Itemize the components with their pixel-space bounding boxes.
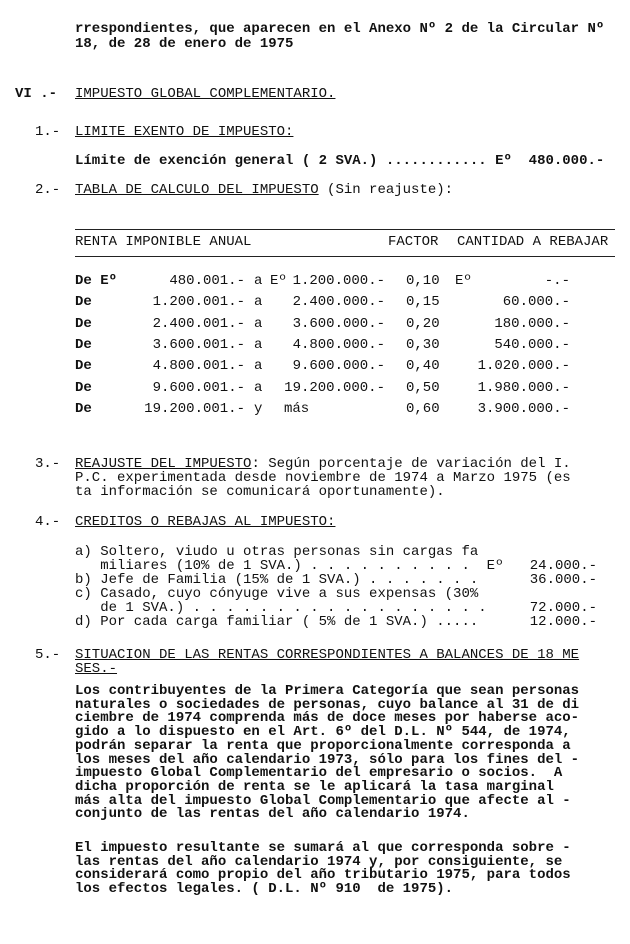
row-factor: 0,50 bbox=[406, 379, 440, 396]
row-sep: a bbox=[254, 379, 263, 396]
table-rule bbox=[75, 256, 615, 257]
row-factor: 0,60 bbox=[406, 400, 440, 417]
item-title: SES.- bbox=[75, 661, 118, 677]
item3-line: ta información se comunicará oportunamente). bbox=[75, 484, 445, 500]
paragraph-line: podrán separar la renta que proporcionalmente corresponda a bbox=[75, 737, 571, 754]
row-to: 1.200.000.- bbox=[292, 273, 385, 289]
row-sep: a bbox=[254, 315, 263, 332]
row-de: De bbox=[75, 379, 92, 396]
row-sep: a bbox=[254, 294, 263, 311]
row-factor: 0,40 bbox=[406, 358, 440, 375]
row-from: 19.200.001.- bbox=[144, 400, 245, 417]
table-header: RENTA IMPONIBLE ANUAL bbox=[75, 234, 252, 250]
item-title-line bbox=[75, 184, 453, 197]
row-to: más bbox=[284, 400, 310, 417]
paragraph-line: más alta del impuesto Global Complementario que afecte al - bbox=[75, 792, 571, 809]
credit-line: miliares (10% de 1 SVA.) . . . . . . . . . . Eº bbox=[75, 558, 504, 574]
paragraph-line: los efectos legales. ( D.L. Nº 910 de 1975). bbox=[75, 881, 454, 898]
paragraph-line: naturales o sociedades de personas, cuyo balance al 31 de di bbox=[75, 696, 580, 713]
table-rule bbox=[75, 229, 615, 230]
paragraph-line: las rentas del año calendario 1974 y, por consiguiente, se bbox=[75, 853, 563, 870]
row-sep: a bbox=[254, 336, 263, 353]
row-factor: 0,15 bbox=[406, 294, 440, 311]
row-factor: 0,20 bbox=[406, 315, 440, 332]
credit-amount: 72.000.- bbox=[529, 600, 597, 616]
row-amount: -.- bbox=[544, 273, 570, 289]
credit-line: a) Soltero, viudo u otras personas sin cargas fa bbox=[75, 544, 479, 560]
item-title-suffix: (Sin reajuste): bbox=[318, 182, 454, 198]
row-currency: Eº bbox=[270, 273, 287, 289]
item-number: 2.- bbox=[35, 182, 61, 198]
credit-line: de 1 SVA.) . . . . . . . . . . . . . . . . . . bbox=[75, 600, 487, 616]
paragraph-line: ciembre de 1974 comprenda más de doce meses por haberse aco- bbox=[75, 710, 580, 727]
row-sep: a bbox=[254, 358, 263, 375]
row-to: 2.400.000.- bbox=[292, 294, 385, 311]
paragraph-line: los meses del año calendario 1973, sólo para los fines del - bbox=[75, 751, 580, 768]
row-sep: y bbox=[254, 400, 263, 417]
row-from: 9.600.001.- bbox=[152, 379, 245, 396]
credit-line: c) Casado, cuyo cónyuge vive a sus expensas (30% bbox=[75, 586, 479, 602]
row-amount: 60.000.- bbox=[502, 294, 570, 311]
row-to: 3.600.000.- bbox=[292, 315, 385, 332]
credit-amount: 12.000.- bbox=[529, 614, 597, 630]
row-amount: 3.900.000.- bbox=[477, 400, 570, 417]
item-title: REAJUSTE DEL IMPUESTO bbox=[75, 456, 252, 472]
item3-line: P.C. experimentada desde noviembre de 1974 a Marzo 1975 (es bbox=[75, 470, 571, 486]
exemption-limit-line: Límite de exención general ( 2 SVA.) ............ Eº 480.000.- bbox=[75, 153, 605, 169]
row-from: 480.001.- bbox=[169, 273, 245, 289]
row-from: 2.400.001.- bbox=[152, 315, 245, 332]
row-currency: Eº bbox=[455, 273, 472, 289]
section-title: IMPUESTO GLOBAL COMPLEMENTARIO. bbox=[75, 86, 336, 102]
paragraph-line: dicha proporción de renta se le aplicará la tasa marginal bbox=[75, 778, 554, 795]
row-de: De bbox=[75, 294, 92, 311]
row-from: 1.200.001.- bbox=[152, 294, 245, 311]
intro-line: rrespondientes, que aparecen en el Anexo Nº 2 de la Circular Nº bbox=[75, 21, 605, 37]
paragraph-line: Los contribuyentes de la Primera Categoría que sean personas bbox=[75, 683, 580, 699]
item-title: CREDITOS O REBAJAS AL IMPUESTO: bbox=[75, 514, 336, 530]
credit-amount: 36.000.- bbox=[529, 572, 597, 588]
row-to: 9.600.000.- bbox=[292, 358, 385, 375]
row-amount: 1.020.000.- bbox=[477, 358, 570, 375]
item-number: 4.- bbox=[35, 514, 61, 530]
item-number: 5.- bbox=[35, 647, 61, 663]
item-title: SITUACION DE LAS RENTAS CORRESPONDIENTES A BALANCES DE 18 ME bbox=[75, 647, 580, 663]
row-from: 4.800.001.- bbox=[152, 358, 245, 375]
row-de: De bbox=[75, 315, 92, 332]
row-to: 19.200.000.- bbox=[284, 379, 385, 396]
row-from: 3.600.001.- bbox=[152, 336, 245, 353]
row-amount: 540.000.- bbox=[494, 336, 570, 353]
row-de: De Eº bbox=[75, 273, 118, 289]
row-de: De bbox=[75, 400, 92, 417]
item-text: : Según porcentaje de variación del I. bbox=[251, 456, 571, 472]
item-title: LIMITE EXENTO DE IMPUESTO: bbox=[75, 124, 294, 140]
paragraph-line: conjunto de las rentas del año calendario 1974. bbox=[75, 806, 470, 823]
table-header: CANTIDAD A REBAJAR bbox=[457, 234, 609, 250]
row-factor: 0,10 bbox=[406, 273, 440, 289]
row-de: De bbox=[75, 358, 92, 375]
item-number: 3.- bbox=[35, 456, 61, 472]
intro-line: 18, de 28 de enero de 1975 bbox=[75, 36, 294, 52]
paragraph-line: impuesto Global Complementario del empresario o socios. A bbox=[75, 765, 563, 782]
row-factor: 0,30 bbox=[406, 336, 440, 353]
item-number: 1.- bbox=[35, 124, 61, 140]
item-title: TABLA DE CALCULO DEL IMPUESTO bbox=[75, 182, 319, 198]
credit-amount: 24.000.- bbox=[529, 558, 597, 574]
row-to: 4.800.000.- bbox=[292, 336, 385, 353]
row-amount: 1.980.000.- bbox=[477, 379, 570, 396]
table-header: FACTOR bbox=[388, 234, 439, 250]
credit-line: b) Jefe de Familia (15% de 1 SVA.) . . . . . . . bbox=[75, 572, 479, 588]
paragraph-line: considerará como propio del año tributario 1975, para todos bbox=[75, 867, 571, 884]
section-number: VI .- bbox=[15, 86, 58, 102]
row-amount: 180.000.- bbox=[494, 315, 570, 332]
credit-line: d) Por cada carga familiar ( 5% de 1 SVA.) ..... bbox=[75, 614, 479, 630]
paragraph-line: El impuesto resultante se sumará al que corresponda sobre - bbox=[75, 840, 571, 856]
row-sep: a bbox=[254, 273, 263, 289]
paragraph-line: gido a lo dispuesto en el Art. 6º del D.L. Nº 544, de 1974, bbox=[75, 724, 571, 741]
row-de: De bbox=[75, 336, 92, 353]
